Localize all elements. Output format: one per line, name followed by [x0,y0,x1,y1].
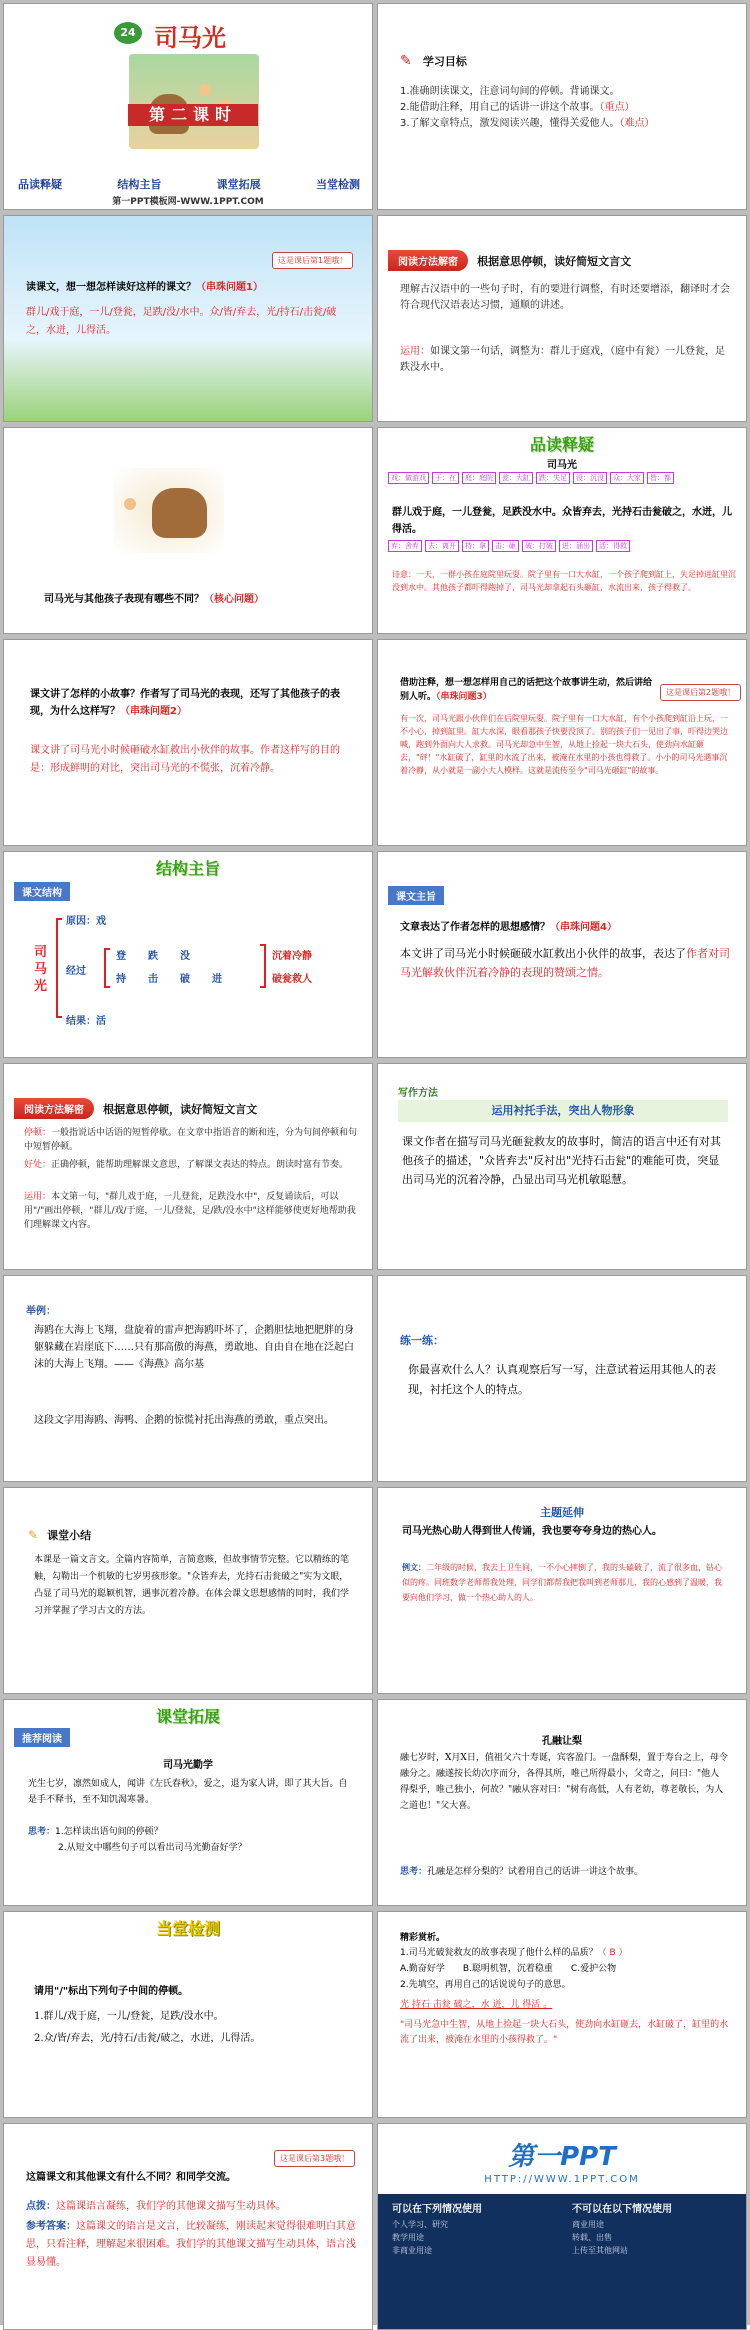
recommended-tab[interactable]: 推荐阅读 [14,1728,70,1747]
brace-icon [260,944,266,988]
example-quote: 海鸥在大海上飞翔，盘旋着的雷声把海鸥吓坏了，企鹅胆怯地把肥胖的身躯躲藏在岩崖底下……只有那高傲的海燕，勇敢地、自由自在地在泛起白沫的大海上飞翔。——《海燕》高尔基 [34,1325,354,1370]
practice-text: 你最喜欢什么人？认真观察后写一写，注意试着运用其他人的表现，衬托这个人的特点。 [408,1363,716,1396]
kongrong-think: 思考：孔融是怎样分梨的？试着用自己的话讲一讲这个故事。 [400,1867,644,1877]
gloss-tag: 迸：涌出 [559,540,593,552]
child-figure-icon [199,84,211,96]
difference-hint: 点拨：这篇课语言凝练，我们学的其他课文描写生动具体。 [26,2201,286,2212]
pause-text: 群儿/戏于庭，一儿/登瓮，足跌/没/水中。众/皆/弃去，光/持石/击瓮/破之，水迸，儿得活。 [26,307,337,336]
difference-answer: 参考答案：这篇课文的语言是文言，比较凝练，刚读起来觉得很难明白其意思，只看注释，理解起来很困难。我们学的其他课文描写生动具体，语言浅显易懂。 [26,2221,356,2268]
allowed-list: 个人学习、研究 教学用途 非商业用途 [392,2220,448,2255]
kongrong-title: 孔融让梨 [542,1736,582,1747]
slide-appreciation[interactable] [377,1911,747,2118]
disallowed-list: 商业用途 转载、出售 上传至其他网站 [572,2220,628,2255]
extension-banner: 主题延伸 [540,1506,584,1519]
structure-subject: 司马光 [34,945,48,994]
cover-nav [18,176,360,192]
nav-item[interactable]: 当堂检测 [315,178,360,191]
objective-item: 3.了解文章特点，激发阅读兴趣，懂得关爱他人。（难点） [400,118,655,129]
objective-item: 2.能借助注释，用自己的话讲一讲这个故事。（重点） [400,102,635,113]
slide-retell[interactable] [377,639,747,846]
gloss-tag: 庭：庭院 [462,472,496,484]
banner-title: 品读释疑 [529,435,594,454]
structure-quality: 沉着冷静 [272,951,312,962]
gloss-tags-bottom [388,540,738,552]
slide-read-question[interactable] [3,215,373,422]
objective-item: 1.准确朗读课文，注意词句间的停顿。背诵课文。 [400,86,620,97]
summary-header [28,1524,91,1543]
gloss-tag: 戏：做游戏 [388,472,429,484]
extension-intro: 司马光热心助人得到世人传诵，我也要夸夸身边的热心人。 [402,1526,662,1537]
appreciation-q1: 1.司马光破瓮救友的故事表现了他什么样的品质？（ B ） [400,1948,628,1958]
slide-theme[interactable] [377,851,747,1058]
verb: 破 [180,974,190,985]
method-use: 运用：如课文第一句话，调整为：群儿于庭戏，（庭中有瓮）一儿登瓮，足跌没水中。 [400,346,725,373]
hint-bubble: 这是课后第2题哦！ [660,684,741,701]
story-illustration [114,468,224,553]
reading-text: 光生七岁，凛然如成人，闻讲《左氏春秋》，爱之，退为家人讲，即了其大旨。自是手不释书，至不知饥渴寒暑。 [28,1779,348,1805]
fill-blank: 光 持石 击瓮 破之，水 迸，儿 得活 。 [400,2000,553,2010]
structure-cause: 原因：戏 [66,916,106,927]
retell-story: 有一次，司马光跟小伙伴们在后院里玩耍。院子里有一口大水缸，有个小孩爬到缸沿上玩，一不小心，掉到缸里。缸大水深，眼看那孩子快要没顶了。别的孩子们一见出了事，吓得边哭边喊，跑到外面向大人求救。司马光却急中生智，从地上捡起一块大石头，使劲向水缸砸去，"砰！"水缸破了，缸里的水流了出来，被淹在水里的小孩也得救了。小小的司马光遇事沉着冷静，从小就是一副小大人模样。这就是流传至今"司马光砸缸"的故事。 [400,714,728,775]
appreciation-q2: 2.先填空，再用自己的话说说句子的意思。 [400,1980,571,1990]
gloss-tag: 没：沉没 [573,472,607,484]
option[interactable]: C.爱护公物 [570,1964,617,1974]
gloss-tag: 破：打破 [522,540,556,552]
slide-test[interactable] [3,1911,373,2118]
gloss-tag: 持：拿 [462,540,489,552]
appreciation-options [400,1962,730,1977]
process-verbs [116,947,190,962]
theme-answer: 本文讲了司马光小时候砸破水缸救出小伙伴的故事，表达了作者对司马光解救伙伴沉着冷静的表现的赞颂之情。 [400,947,730,979]
gloss-tag: 于：在 [432,472,459,484]
option[interactable]: B.聪明机智，沉着稳重 [462,1964,553,1974]
example-explain: 这段文字用海鸥、海鸭、企鹅的惊慌衬托出海燕的勇敢，重点突出。 [34,1415,334,1426]
slide-practice[interactable] [377,1275,747,1482]
slide-difference[interactable] [3,2123,373,2330]
endcard-panel [378,2194,746,2329]
water-vat-icon [152,488,207,538]
endcard-logo: 第一PPT [508,2142,616,2172]
retell-question: 借助注释，想一想怎样用自己的话把这个故事讲生动，然后讲给别人听。（串珠问题3） [400,678,653,702]
cover-illustration [129,54,259,149]
reading-think: 思考：1.怎样读出语句间的停顿？ 2.从短文中哪些句子可以看出司马光勤奋好学？ [28,1827,247,1853]
question-line: 读课文，想一想怎样读好这样的课文？（串珠问题1） [26,282,263,293]
story-question: 课文讲了怎样的小故事？作者写了司马光的表现，还写了其他孩子的表现，为什么这样写？（串珠问题2） [30,689,340,717]
endcard-url[interactable]: HTTP://WWW.1PPT.COM [484,2174,640,2185]
option[interactable]: A.勤奋好学 [400,1964,445,1974]
summary-title: 课堂小结 [47,1529,92,1542]
gloss-tag: 跌：失足 [536,472,570,484]
slide-reading-method[interactable] [377,215,747,422]
slide-writing-method[interactable] [377,1063,747,1270]
slide-structure[interactable] [3,851,373,1058]
summary-text: 本课是一篇文言文。全篇内容简单，言简意赅，但故事情节完整。它以精练的笔触，勾勒出一个机敏的七岁男孩形象。"众皆弃去，光持石击瓮破之"实为文眼，凸显了司马光的聪颖机智，遇事沉着冷静。在体会课文思想感情的同时，我们学习并掌握了学习古文的方法。 [34,1555,350,1616]
hard-mark: （难点） [619,118,655,129]
example-label: 举例： [26,1306,56,1317]
test-instruction: 请用"/"标出下列句子中间的停顿。 [34,1986,189,1997]
allowed-title: 可以在下列情况使用 [392,2204,482,2215]
test-line: 2.众/皆/弃去，光/持石/击瓮/破之，水迸，儿得活。 [34,2033,261,2044]
key-mark: （重点） [599,102,635,113]
action-verbs [116,970,222,985]
text-line: 群儿戏于庭，一儿登瓮，足跌没水中。众皆弃去，光持石击瓮破之，水迸，儿得活。 [392,507,732,535]
structure-quality: 破瓮救人 [272,974,312,985]
reading-title: 司马光勤学 [163,1760,213,1771]
slide-objectives[interactable] [377,3,747,210]
gloss-tag: 瓮：大缸 [499,472,533,484]
method-header [14,1098,257,1119]
gloss-tag: 众：大家 [610,472,644,484]
banner-title: 课堂拓展 [155,1707,220,1726]
gloss-tag: 弃：舍弃 [388,540,422,552]
method-header [388,250,631,271]
appreciation-title: 精彩赏析。 [400,1933,446,1943]
method-title: 根据意思停顿，读好简短文言文 [477,255,632,268]
writing-text: 课文作者在描写司马光砸瓮救友的故事时，简洁的语言中还有对其他孩子的描述，"众皆弃去"反衬出"光持石击瓮"的难能可贵，突显出司马光的沉着冷静，凸显出司马光机敏聪慧。 [402,1135,721,1186]
method-benefit: 好处：正确停顿，能帮助理解课文意思，了解课文表达的特点。朗读时富有节奏。 [24,1160,349,1170]
verb: 跌 [148,951,158,962]
brace-icon [104,948,110,988]
translation-note: 诗意：一天，一群小孩在庭院里玩耍。院子里有一口大水缸，一个孩子爬到缸上，失足掉进缸里沉没到水中。其他孩子都吓得跑掉了，司马光却拿起石头砸缸，水流出来，孩子得救了。 [392,570,736,592]
slide-story-question[interactable] [3,639,373,846]
banner-title: 当堂检测 [155,1919,220,1938]
story-answer: 课文讲了司马光小时候砸破水缸救出小伙伴的故事。作者这样写的目的是：形成鲜明的对比，突出司马光的不慌张，沉着冷静。 [30,745,340,774]
method-para: 理解古汉语中的一些句子时，有的要进行调整，有时还要增添，翻译时才会符合现代汉语表达习惯，通顺的讲述。 [400,284,730,311]
verb: 持 [116,974,126,985]
method-pill: 阅读方法解密 [14,1098,94,1119]
method-pill: 阅读方法解密 [388,250,468,271]
hint-bubble: 这是课后第1题哦！ [272,252,353,269]
structure-process: 经过 [66,966,86,977]
objectives-list [400,84,730,132]
slide-method-detail[interactable] [3,1063,373,1270]
gloss-tag: 皆：都 [647,472,674,484]
slide-extension[interactable] [377,1487,747,1694]
slide-cover[interactable] [3,3,373,210]
objectives-title: 学习目标 [422,55,467,68]
gloss-tag: 击：砸 [492,540,519,552]
practice-label: 练一练： [400,1334,444,1347]
text-heading: 司马光 [547,460,577,471]
method-usage: 运用：本文第一句，"群儿戏于庭，一儿登瓮，足跌没水中"，反复诵读后，可以用"/"画出停顿，"群儿/戏/于庭，一儿/登瓮，足/跌/没水中"这样能够使更好地帮助我们理解课文内容。 [24,1192,356,1230]
verb: 击 [148,974,158,985]
slide-text-reading[interactable] [377,427,747,634]
brace-icon [56,918,62,1018]
method-pause: 停顿：一般指说话中话语的短暂停歇。在文章中指语音的断和连，分为句间停顿和句中短暂停顿。 [24,1128,358,1152]
structure-tab[interactable]: 课文结构 [14,882,70,901]
compare-question: 司马光与其他孩子表现有哪些不同？（核心问题） [44,594,264,605]
gloss-tag: 活：得救 [596,540,630,552]
writing-heading: 写作方法 [398,1088,438,1099]
nav-item[interactable]: 品读释疑 [18,178,62,191]
slide-example[interactable] [3,1275,373,1482]
cover-footer: 第一PPT模板网-WWW.1PPT.COM [112,197,264,207]
gloss-tag: 去：离开 [425,540,459,552]
cover-period: 第二课时 [128,104,258,126]
writing-box: 运用衬托手法，突出人物形象 [398,1100,728,1122]
disallowed-title: 不可以在以下情况使用 [572,2204,672,2215]
slide-summary[interactable] [3,1487,373,1694]
child-figure-icon [124,498,136,510]
verb: 登 [116,951,126,962]
method-title: 根据意思停顿，读好简短文言文 [103,1103,258,1116]
cover-title: 司马光 [154,23,226,52]
difference-question: 这篇课文和其他课文有什么不同？和同学交流。 [26,2172,236,2183]
verb: 没 [180,951,190,962]
pencil-icon: ✎ [400,53,412,69]
theme-tab[interactable]: 课文主旨 [388,886,444,905]
extension-example: 例文：二年级的时候，我去上卫生间，一不小心摔倒了，我的头磕破了，流了很多血，钻心似的疼。同班数学老师帮我处理，同学们都帮我把我叫到老师那儿，我的心感到了温暖，我要向他们学习，做一个热心助人的人。 [402,1563,722,1602]
banner-title: 结构主旨 [155,859,220,878]
gloss-tags-top [388,472,738,484]
slide-kongrong[interactable] [377,1699,747,1906]
slide-endcard[interactable] [377,2123,747,2330]
structure-result: 结果：活 [66,1016,106,1027]
nav-item[interactable]: 结构主旨 [117,178,162,191]
objectives-header [400,50,467,69]
hint-bubble: 这是课后第3题哦！ [274,2150,355,2167]
appreciation-meaning: "司马光急中生智，从地上捡起一块大石头，使劲向水缸砸去，水缸破了，缸里的水流了出来，被淹在水里的小孩得救了。" [400,2020,729,2045]
test-line: 1.群儿/戏于庭，一儿/登瓮，足跌/没水中。 [34,2011,224,2022]
slide-recommended[interactable] [3,1699,373,1906]
verb: 进 [212,974,222,985]
nav-item[interactable]: 课堂拓展 [216,178,261,191]
lesson-number-icon: 24 [114,22,142,44]
kongrong-text: 融七岁时，X月X日，值祖父六十寿诞，宾客盈门。一盘酥梨，置于寿台之上，母令融分之。融遂按长幼次序而分，各得其所，唯己所得最小，父奇之，问曰："他人得梨乎，唯己独小，何故？"融从容对曰："树有高低，人有老幼，尊老敬长，为人之道也！"父大喜。 [400,1753,728,1811]
theme-question: 文章表达了作者怎样的思想感情？（串珠问题4） [400,922,617,933]
slide-compare-question[interactable] [3,427,373,634]
pencil-icon: ✎ [28,1528,39,1542]
